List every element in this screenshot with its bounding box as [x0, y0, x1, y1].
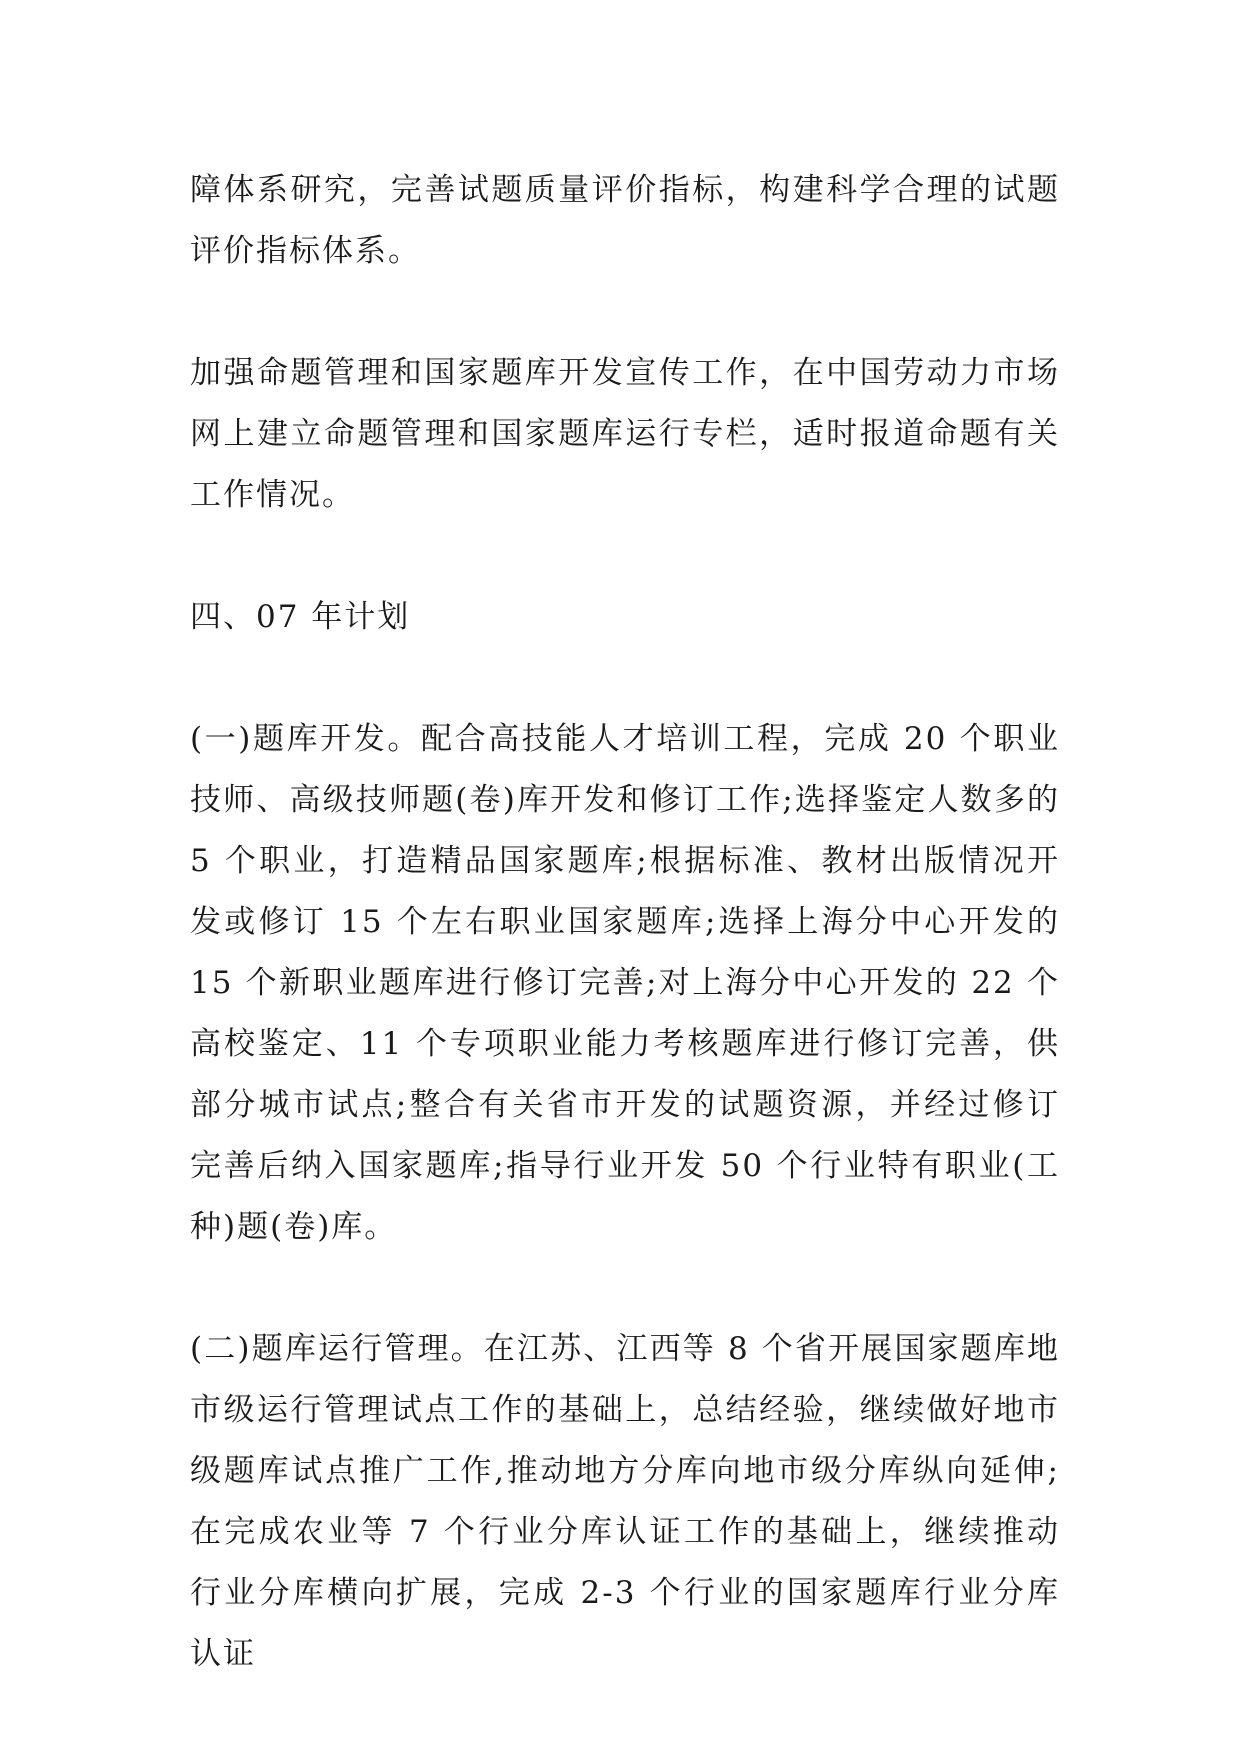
document-body: [190, 160, 1060, 1685]
paragraph-question-bank-development: (一)题库开发。配合高技能人才培训工程，完成 20 个职业技师、高级技师题(卷)库开发和修订工作;选择鉴定人数多的 5 个职业，打造精品国家题库;根据标准、教材出版情况开发或修订 15 个左右职业国家题库;选择上海分中心开发的 15 个新职业题库进行修订完善;对上海分中心开发的 22 个高校鉴定、11 个专项职业能力考核题库进行修订完善，供部分城市试点;整合有关省市开发的试题资源，并经过修订完善后纳入国家题库;指导行业开发 50 个行业特有职业(工种)题(卷)库。: [190, 721, 1060, 1245]
paragraph-publicity-work: 加强命题管理和国家题库开发宣传工作，在中国劳动力市场网上建立命题管理和国家题库运行专栏，适时报道命题有关工作情况。: [190, 355, 1060, 513]
paragraph-evaluation-system: 障体系研究，完善试题质量评价指标，构建科学合理的试题评价指标体系。: [190, 172, 1060, 269]
paragraph-question-bank-operation: (二)题库运行管理。在江苏、江西等 8 个省开展国家题库地市级运行管理试点工作的基础上，总结经验，继续做好地市级题库试点推广工作,推动地方分库向地市级分库纵向延伸;在完成农业等 7 个行业分库认证工作的基础上，继续推动行业分库横向扩展，完成 2-3 个行业的国家题库行业分库认证: [190, 1331, 1060, 1672]
section-heading-07-plan: 四、07 年计划: [190, 599, 411, 635]
